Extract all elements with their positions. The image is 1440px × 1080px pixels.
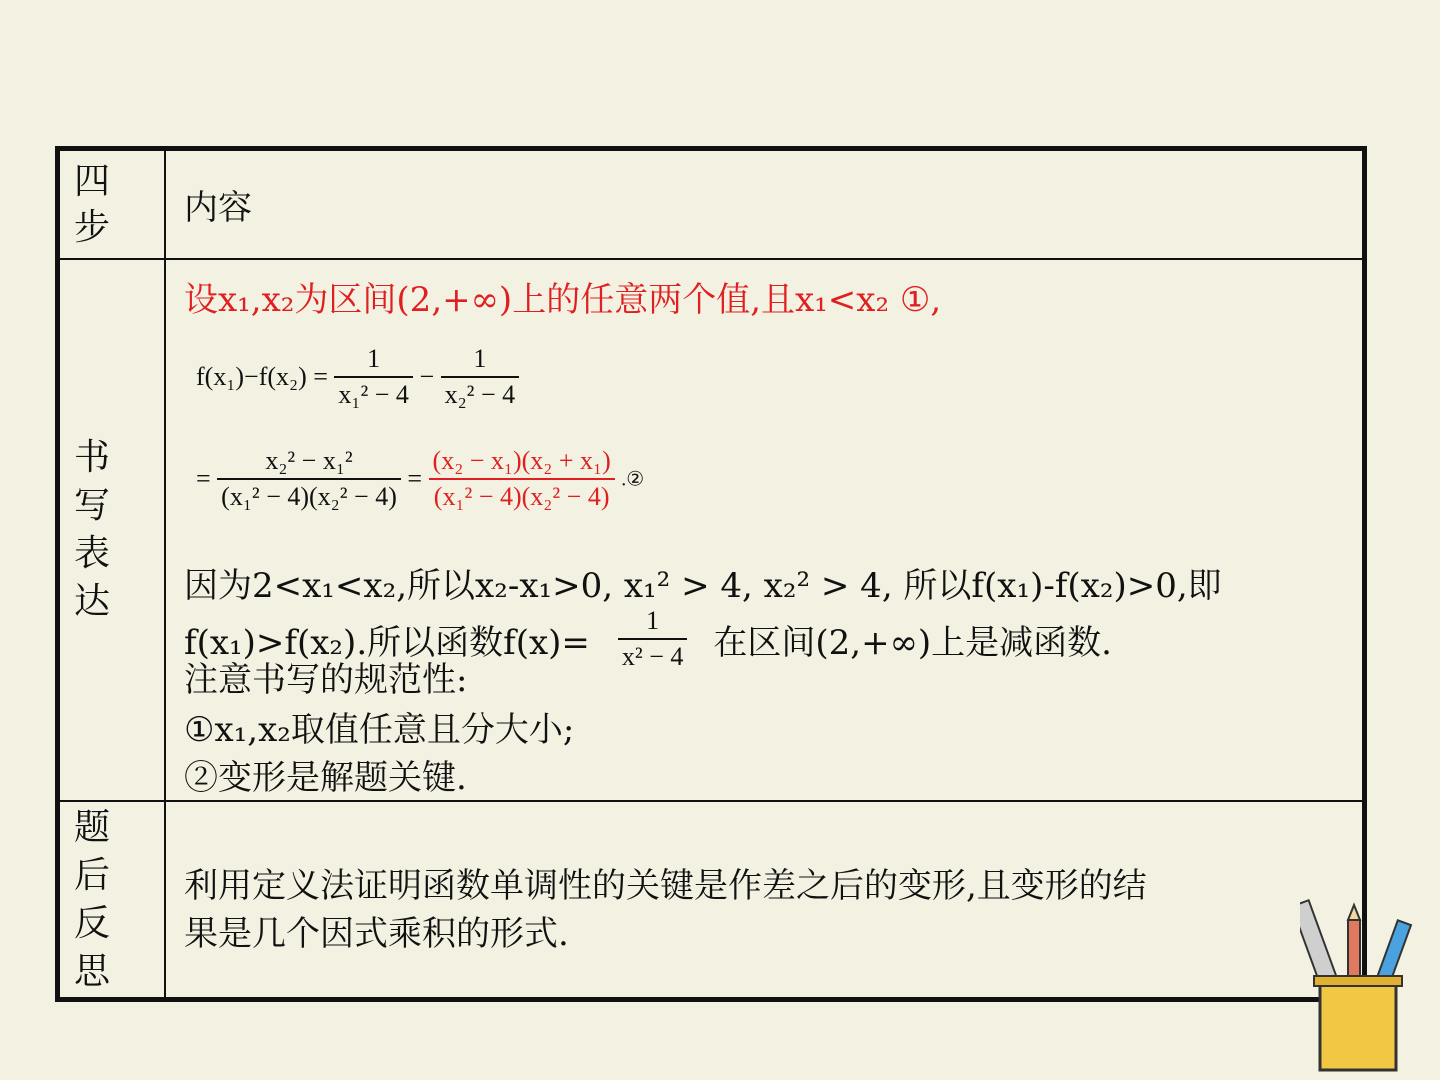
equation-2 bbox=[196, 446, 644, 512]
note-1: ①x₁,x₂取值任意且分大小; bbox=[184, 710, 575, 750]
eq2-num2: (x₂ − x₁)(x₂ + x₁) bbox=[432, 446, 611, 475]
reflect-content-cell bbox=[165, 801, 1363, 998]
note-title: 注意书写的规范性: bbox=[184, 660, 468, 700]
eq2-frac-2 bbox=[429, 446, 615, 512]
eq1-num2: 1 bbox=[473, 344, 487, 373]
eq1-num1: 1 bbox=[367, 344, 381, 373]
conclusion-frac bbox=[618, 606, 687, 672]
eq1-den1: x₁² − 4 bbox=[338, 380, 409, 409]
equation-1 bbox=[196, 344, 519, 410]
conclusion-den: x² − 4 bbox=[621, 642, 684, 671]
header-label-cell bbox=[59, 150, 165, 259]
steps-table bbox=[55, 146, 1367, 1002]
write-label: 书写表达 bbox=[74, 437, 111, 622]
fraction-bar bbox=[441, 376, 520, 378]
header-label: 四步 bbox=[74, 160, 111, 248]
because-line: 因为2<x₁<x₂,所以x₂-x₁>0, x₁² > 4, x₂² > 4, 所以f(x₁)-f(x₂)>0,即 bbox=[184, 566, 1222, 606]
eq2-num1: x₂² − x₁² bbox=[265, 446, 353, 475]
eq2-den1: (x₁² − 4)(x₂² − 4) bbox=[221, 482, 397, 511]
header-content-cell bbox=[165, 150, 1363, 259]
eq2-eq2: = bbox=[407, 464, 423, 493]
write-content-cell bbox=[165, 259, 1363, 801]
reflect-line-1: 利用定义法证明函数单调性的关键是作差之后的变形,且变形的结 bbox=[184, 866, 1147, 906]
assumption-line: 设x₁,x₂为区间(2,+∞)上的任意两个值,且x₁<x₂ ①, bbox=[184, 280, 942, 320]
note-2: ②变形是解题关键. bbox=[184, 758, 467, 798]
fraction-bar bbox=[429, 478, 615, 480]
fraction-bar bbox=[334, 376, 413, 378]
reflect-line-2: 果是几个因式乘积的形式. bbox=[184, 914, 569, 954]
conclusion-num: 1 bbox=[646, 606, 660, 635]
eq2-den2: (x₁² − 4)(x₂² − 4) bbox=[433, 482, 610, 511]
eq1-frac-1 bbox=[334, 344, 413, 410]
header-content: 内容 bbox=[184, 188, 252, 228]
eq1-minus: − bbox=[419, 362, 435, 391]
eq2-eq: = bbox=[196, 464, 211, 493]
conclusion-a: f(x₁)>f(x₂).所以函数f(x)= bbox=[184, 622, 590, 663]
reflect-label-cell bbox=[59, 801, 165, 998]
write-label-cell bbox=[59, 259, 165, 801]
fraction-bar bbox=[618, 638, 687, 640]
eq2-mark: .② bbox=[621, 468, 645, 491]
eq1-frac-2 bbox=[441, 344, 520, 410]
reflect-label: 题后反思 bbox=[74, 806, 111, 992]
eq1-den2: x₂² − 4 bbox=[444, 380, 516, 409]
eq1-lhs: f(x₁)−f(x₂) = bbox=[196, 362, 328, 391]
conclusion-b: 在区间(2,+∞)上是减函数. bbox=[713, 622, 1112, 663]
eq2-frac-1 bbox=[217, 446, 401, 512]
pencil-holder-icon bbox=[1300, 880, 1430, 1080]
fraction-bar bbox=[217, 478, 401, 480]
